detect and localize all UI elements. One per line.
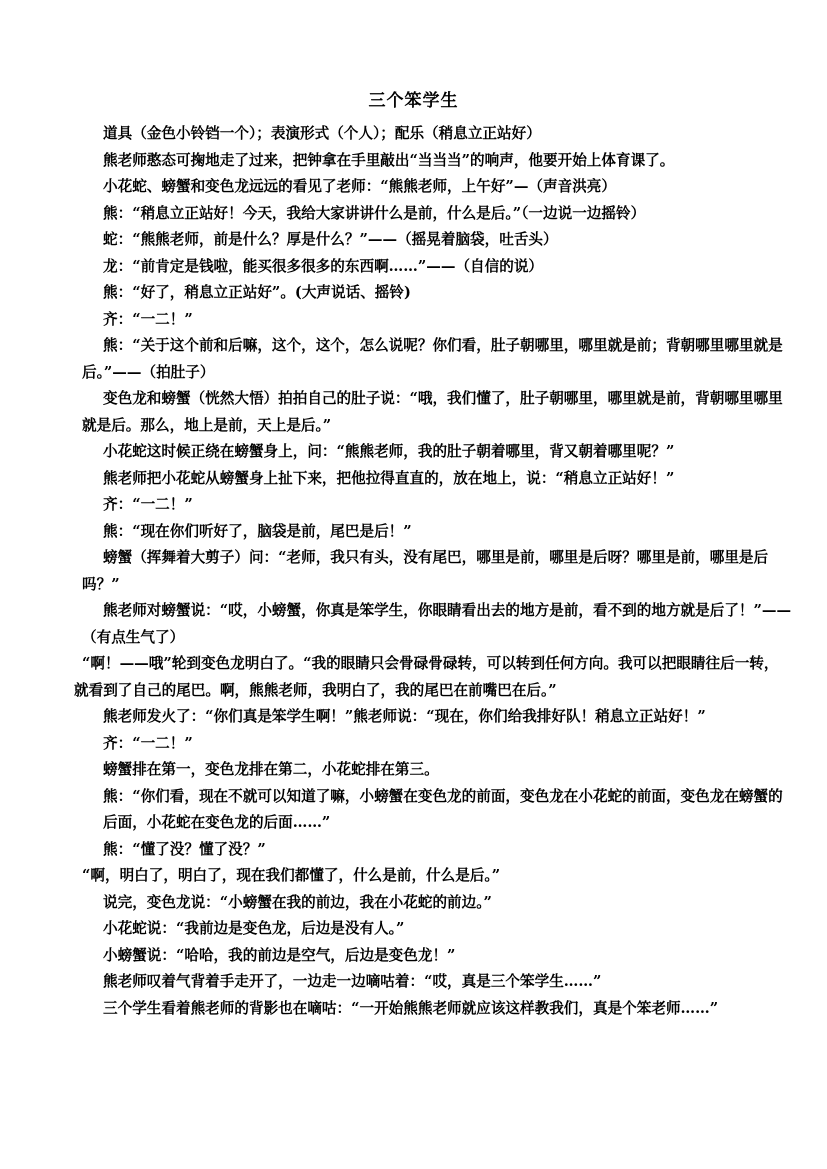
paragraph: 熊：“现在你们听好了，脑袋是前，尾巴是后！” (103, 522, 412, 540)
paragraph: 齐：“一二！” (103, 310, 193, 328)
paragraph: 道具（金色小铃铛一个）；表演形式（个人）；配乐（稍息立正站好） (103, 125, 541, 142)
paragraph: 熊：“稍息立正站好！今天，我给大家讲讲什么是前，什么是后。”（一边说一边摇铃） (103, 204, 646, 222)
paragraph: 三个学生看着熊老师的背影也在嘀咕：“一开始熊熊老师就应该这样教我们，真是个笨老师……” (103, 999, 719, 1017)
paragraph: 熊老师发火了：“你们真是笨学生啊！”熊老师说：“现在，你们给我排好队！稍息立正站好！” (103, 708, 706, 725)
paragraph: 熊老师把小花蛇从螃蟹身上扯下来，把他拉得直直的，放在地上，说：“稍息立正站好！” (103, 469, 675, 487)
paragraph: 熊老师对螃蟹说：“哎，小螃蟹，你真是笨学生，你眼睛看出去的地方是前，看不到的地方就是后了！”——（有点生气了） (82, 602, 792, 646)
paragraph: 熊老师憨态可掬地走了过来，把钟拿在手里敲出“当当当”的响声，他要开始上体育课了。 (103, 151, 675, 169)
paragraph: 小螃蟹说：“哈哈，我的前边是空气，后边是变色龙！” (103, 946, 456, 964)
document-title: 三个笨学生 (368, 91, 459, 111)
paragraph: 熊：“关于这个前和后嘛，这个，这个，怎么说呢？你们看，肚子朝哪里，哪里就是前；背朝哪里哪里就是后。”——（拍肚子） (82, 337, 783, 381)
paragraph: 熊：“你们看，现在不就可以知道了嘛，小螃蟹在变色龙的前面，变色龙在小花蛇的前面，变色龙在螃蟹的后面，小花蛇在变色龙的后面……” (103, 787, 783, 831)
paragraph: 熊：“懂了没？懂了没？” (103, 840, 266, 858)
paragraph: 齐：“一二！” (103, 734, 193, 752)
paragraph: 熊：“好了，稍息立正站好”。(大声说话、摇铃) (103, 284, 411, 301)
paragraph: 齐：“一二！” (103, 496, 193, 513)
paragraph: 螃蟹（挥舞着大剪子）问：“老师，我只有头，没有尾巴，哪里是前，哪里是后呀？哪里是前，哪里是后吗？” (82, 549, 769, 593)
paragraph: 说完，变色龙说：“小螃蟹在我的前边，我在小花蛇的前边。” (103, 893, 492, 911)
paragraph: “啊，明白了，明白了，现在我们都懂了，什么是前，什么是后。” (82, 867, 501, 884)
paragraph: 小花蛇这时候正绕在螃蟹身上，问：“熊熊老师，我的肚子朝着哪里，背又朝着哪里呢？” (103, 443, 675, 460)
paragraph: 小花蛇说：“我前边是变色龙，后边是没有人。” (103, 920, 405, 937)
paragraph: 熊老师叹着气背着手走开了，一边走一边嘀咕着：“哎，真是三个笨学生……” (103, 973, 602, 990)
paragraph: “啊！——哦”轮到变色龙明白了。“我的眼睛只会骨碌骨碌转，可以转到任何方向。我可以把眼睛往后一转，就看到了自己的尾巴。啊，熊熊老师，我明白了，我的尾巴在前嘴巴在后。” (74, 655, 779, 699)
document-body (74, 121, 792, 1022)
paragraph: 变色龙和螃蟹（恍然大悟）拍拍自己的肚子说：“哦，我们懂了，肚子朝哪里，哪里就是前，背朝哪里哪里就是后。那么，地上是前，天上是后。” (82, 390, 783, 434)
paragraph: 小花蛇、螃蟹和变色龙远远的看见了老师：“熊熊老师，上午好”—（声音洪亮） (103, 178, 616, 195)
paragraph: 龙：“前肯定是钱啦，能买很多很多的东西啊……”——（自信的说） (103, 257, 544, 275)
paragraph: 蛇：“熊熊老师，前是什么？厚是什么？”——（摇晃着脑袋，吐舌头） (103, 231, 558, 248)
paragraph: 螃蟹排在第一，变色龙排在第二，小花蛇排在第三。 (103, 761, 439, 778)
